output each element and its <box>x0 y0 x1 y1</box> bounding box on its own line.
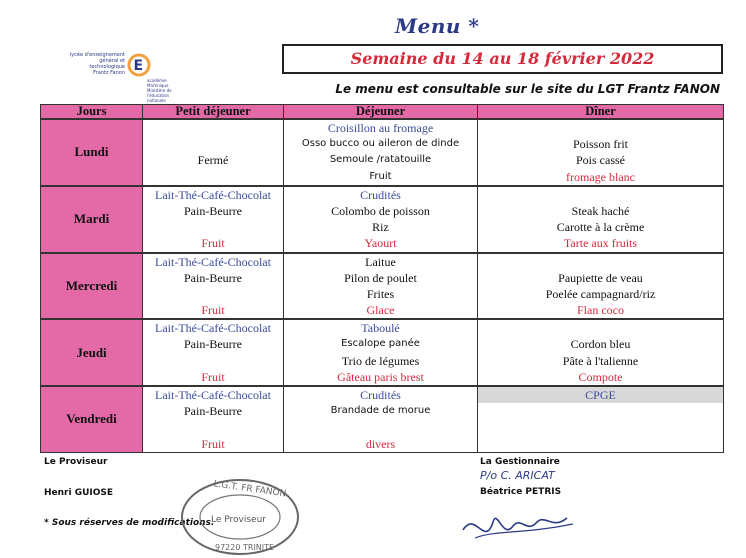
logo-mark-letter: E <box>133 58 144 74</box>
lunch-cell: Croisillon au fromage Osso bucco ou aileron de dinde Semoule /ratatouille Fruit <box>284 119 478 186</box>
header-petit-dejeuner: Petit déjeuner <box>143 105 284 120</box>
breakfast-cell: Lait-Thé-Café-Chocolat Pain-Beurre Fruit <box>143 386 284 452</box>
lunch-cell: Laitue Pilon de poulet Frites Glace <box>284 253 478 320</box>
lunch-cell: Crudités Colombo de poisson Riz Yaourt <box>284 186 478 253</box>
table-row <box>41 319 724 386</box>
stamp-bottom-text: 97220 TRINITE <box>215 543 275 552</box>
gestionnaire-pp: P/o C. ARICAT <box>480 469 555 482</box>
school-logo <box>65 52 172 103</box>
day-label: Vendredi <box>41 386 143 452</box>
header-dejeuner: Déjeuner <box>284 105 478 120</box>
menu-table <box>40 104 724 453</box>
table-header-row <box>41 105 724 120</box>
proviseur-title: Le Proviseur <box>44 457 108 467</box>
logo-subtext: académie Martinique Ministère de l'éducation nationale <box>147 78 172 103</box>
dinner-cell: Cordon bleu Pâte à l'talienne Compote <box>478 319 724 386</box>
day-label: Lundi <box>41 119 143 186</box>
table-row <box>41 253 724 320</box>
gestionnaire-title: La Gestionnaire <box>480 457 560 467</box>
official-stamp <box>175 470 305 558</box>
disclaimer: * Sous réserves de modifications. <box>44 518 215 528</box>
table-row <box>41 386 724 452</box>
day-label: Jeudi <box>41 319 143 386</box>
dinner-cell <box>478 386 724 452</box>
gestionnaire-name: Béatrice PETRIS <box>480 487 562 497</box>
consult-note: Le menu est consultable sur le site du LGT Frantz FANON <box>335 82 720 96</box>
week-banner: Semaine du 14 au 18 février 2022 <box>282 44 723 74</box>
lunch-cell: Taboulé Escalope panée Trio de légumes Gâteau paris brest <box>284 319 478 386</box>
breakfast-cell: Fermé <box>143 119 284 186</box>
day-label: Mardi <box>41 186 143 253</box>
signature-mark <box>455 500 585 550</box>
page-title: Menu * <box>395 14 480 38</box>
dinner-cell: Paupiette de veau Poelée campagnard/riz Flan coco <box>478 253 724 320</box>
proviseur-name: Henri GUIOSE <box>44 488 114 498</box>
lunch-cell: Crudités Brandade de morue divers <box>284 386 478 452</box>
dinner-cell: Poisson frit Pois cassé fromage blanc <box>478 119 724 186</box>
table-row <box>41 119 724 186</box>
table-row <box>41 186 724 253</box>
breakfast-cell: Lait-Thé-Café-Chocolat Pain-Beurre Fruit <box>143 319 284 386</box>
logo-text: lycée d'enseignement général et technologique Frantz Fanon <box>69 52 125 76</box>
logo-mark-icon <box>125 52 155 78</box>
stamp-center-text: Le Proviseur <box>211 515 266 525</box>
header-jours: Jours <box>41 105 143 120</box>
breakfast-cell: Lait-Thé-Café-Chocolat Pain-Beurre Fruit <box>143 253 284 320</box>
day-label: Mercredi <box>41 253 143 320</box>
cpge-label: CPGE <box>478 387 723 403</box>
breakfast-cell: Lait-Thé-Café-Chocolat Pain-Beurre Fruit <box>143 186 284 253</box>
dinner-cell: Steak haché Carotte à la crème Tarte aux fruits <box>478 186 724 253</box>
header-diner: Dîner <box>478 105 724 120</box>
stamp-ring-text: L.G.T. FR FANON <box>212 479 287 500</box>
